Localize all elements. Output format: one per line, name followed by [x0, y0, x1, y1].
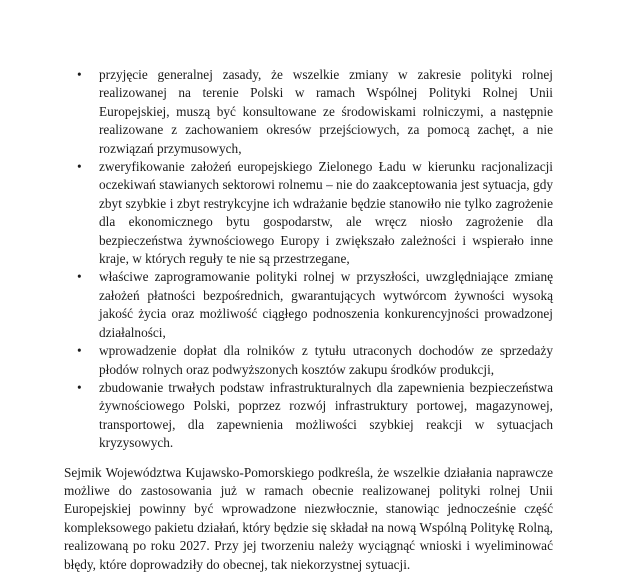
bullet-marker: •: [77, 343, 82, 359]
bullet-item: [64, 342, 553, 379]
bullet-item: [64, 66, 553, 158]
bullet-list: [64, 66, 553, 453]
bullet-item: [64, 158, 553, 268]
bullet-text: właściwe zaprogramowanie polityki rolnej w przyszłości, uwzględniające zmianę założeń płatności bezpośrednich, gwarantujących wytwórcom żywności wysoką jakość życia oraz możliwość ciągłego podnoszenia konkurencyjności prowadzonej działalności,: [99, 269, 553, 340]
closing-paragraph: Sejmik Województwa Kujawsko-Pomorskiego podkreśla, że wszelkie działania naprawcze możliwe do zastosowania już w ramach obecnie realizowanej polityki rolnej Unii Europejskiej powinny być wprowadzone niezwłocznie, stanowiąc jednocześnie część kompleksowego pakietu działań, który będzie się składał na nową Wspólną Politykę Rolną, realizowaną po roku 2027. Przy jej tworzeniu należy wyciągnąć wnioski i wyeliminować błędy, które doprowadziły do obecnej, tak niekorzystnej sytuacji.: [64, 464, 553, 572]
bullet-item: [64, 379, 553, 453]
document-content: [64, 66, 553, 574]
bullet-item: [64, 268, 553, 342]
bullet-marker: •: [77, 269, 82, 285]
bullet-text: przyjęcie generalnej zasady, że wszelkie zmiany w zakresie polityki rolnej realizowanej na terenie Polski w ramach Wspólnej Polityki Rolnej Unii Europejskiej, muszą być konsultowane ze środowiskami rolniczymi, a następnie realizowane z zachowaniem okresów przejściowych, za pomocą zachęt, a nie rozwiązań przymusowych,: [99, 67, 553, 156]
bullet-marker: •: [77, 159, 82, 175]
bullet-text: wprowadzenie dopłat dla rolników z tytułu utraconych dochodów ze sprzedaży płodów rolnych oraz podwyższonych kosztów zakupu środków produkcji,: [99, 343, 553, 377]
bullet-text: zweryfikowanie założeń europejskiego Zielonego Ładu w kierunku racjonalizacji oczekiwań stawianych sektorowi rolnemu – nie do zaakceptowania jest sytuacja, gdy zbyt szybkie i zbyt restrykcyjne ich wdrażanie będzie stanowiło nie tylko zagrożenie dla ekonomicznego bytu gospodarstw, ale wręcz niosło zagrożenie dla bezpieczeństwa żywnościowego Europy i zwiększało zależności i wspierało inne kraje, w których reguły te nie są przestrzegane,: [99, 159, 553, 267]
bullet-marker: •: [77, 379, 82, 395]
bullet-text: zbudowanie trwałych podstaw infrastrukturalnych dla zapewnienia bezpieczeństwa żywnościowego Polski, poprzez rozwój infrastruktury portowej, magazynowej, transportowej, dla zapewnienia możliwości szybkiej reakcji w sytuacjach kryzysowych.: [99, 379, 553, 451]
bullet-marker: •: [77, 67, 82, 82]
